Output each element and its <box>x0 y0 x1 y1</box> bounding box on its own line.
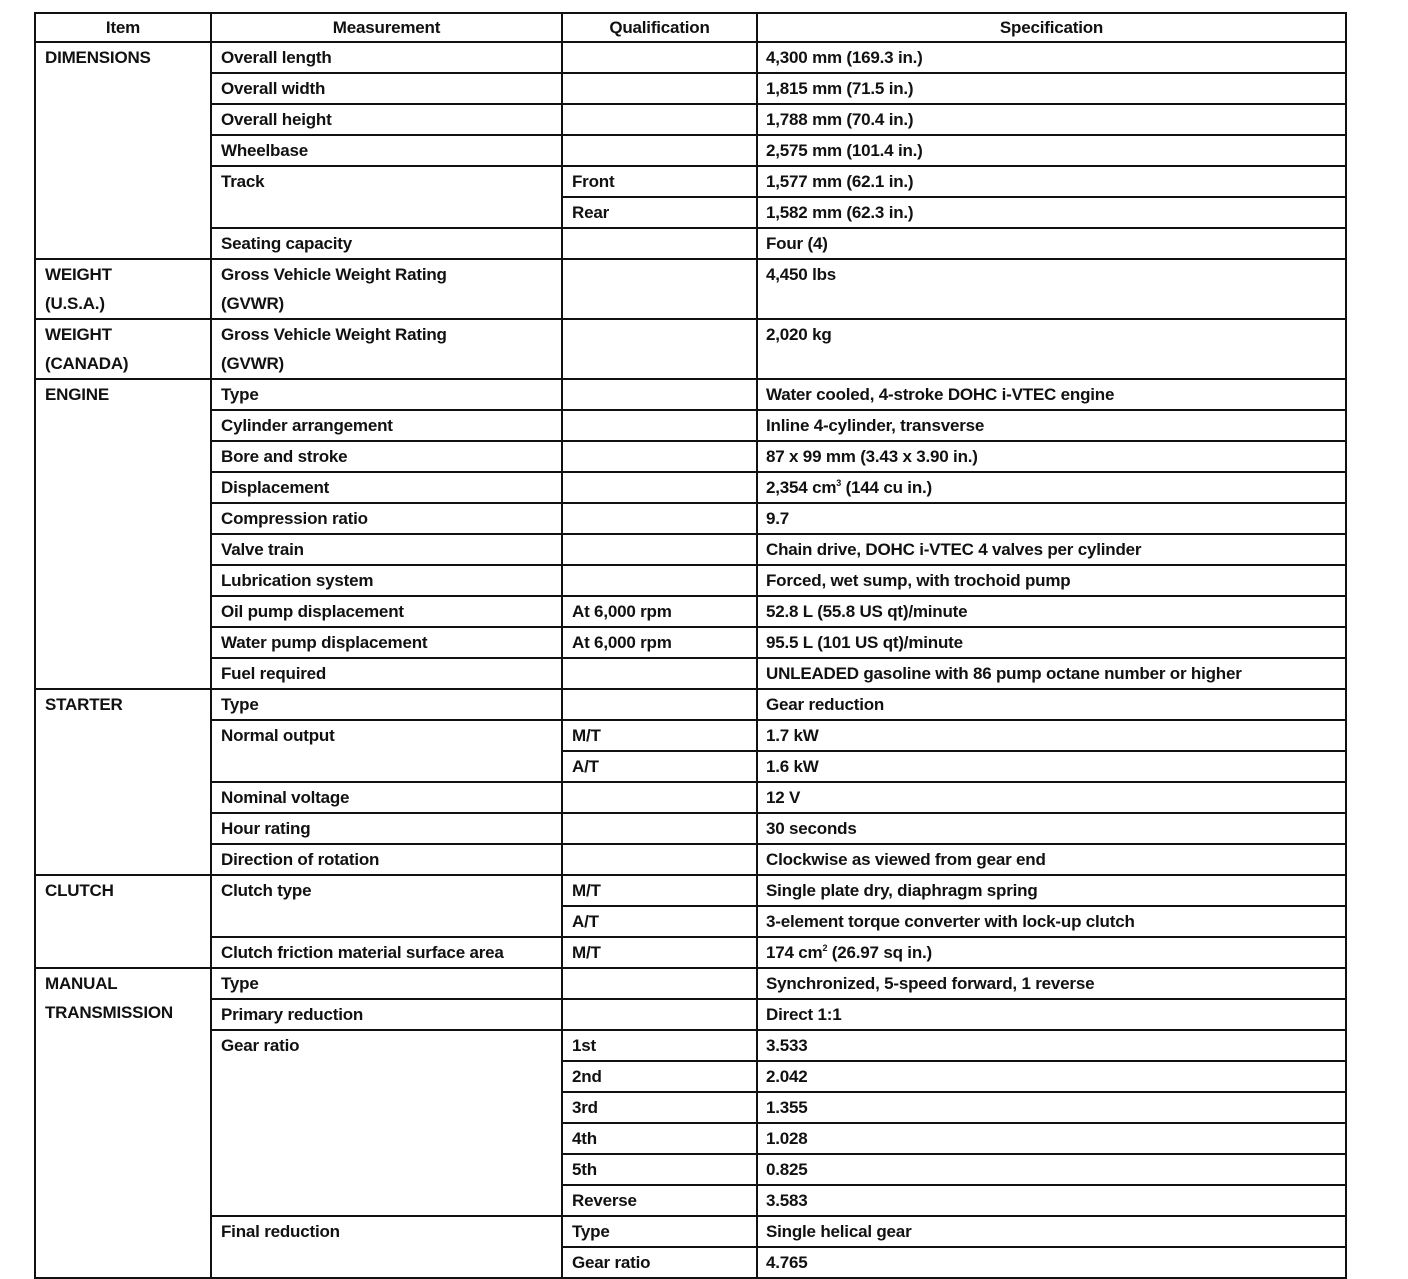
measurement-cell: Track <box>211 166 562 228</box>
specification-cell: Single helical gear <box>757 1216 1346 1247</box>
specification-cell: 9.7 <box>757 503 1346 534</box>
table-row <box>35 228 1346 259</box>
specification-cell: Single plate dry, diaphragm spring <box>757 875 1346 906</box>
measurement-line: (GVWR) <box>221 294 285 313</box>
table-row <box>35 441 1346 472</box>
qualification-cell: Reverse <box>562 1185 757 1216</box>
measurement-cell: Type <box>211 689 562 720</box>
specification-cell: 12 V <box>757 782 1346 813</box>
measurement-cell <box>211 259 562 319</box>
measurement-cell: Overall height <box>211 104 562 135</box>
specification-cell: 1,582 mm (62.3 in.) <box>757 197 1346 228</box>
table-row <box>35 135 1346 166</box>
specification-cell: Direct 1:1 <box>757 999 1346 1030</box>
specification-cell <box>757 937 1346 968</box>
measurement-cell: Normal output <box>211 720 562 782</box>
table-row <box>35 1030 1346 1061</box>
specification-cell: Water cooled, 4-stroke DOHC i-VTEC engine <box>757 379 1346 410</box>
measurement-cell: Cylinder arrangement <box>211 410 562 441</box>
specification-cell: Synchronized, 5-speed forward, 1 reverse <box>757 968 1346 999</box>
table-row <box>35 782 1346 813</box>
specification-cell <box>757 472 1346 503</box>
specification-cell: 1,788 mm (70.4 in.) <box>757 104 1346 135</box>
qualification-cell <box>562 319 757 379</box>
spec-text: (144 cu in.) <box>841 478 932 497</box>
item-line: TRANSMISSION <box>45 1003 173 1022</box>
measurement-cell: Clutch type <box>211 875 562 937</box>
measurement-cell: Overall width <box>211 73 562 104</box>
qualification-cell: Gear ratio <box>562 1247 757 1278</box>
table-row <box>35 379 1346 410</box>
qualification-cell: M/T <box>562 937 757 968</box>
qualification-cell: 1st <box>562 1030 757 1061</box>
measurement-cell: Fuel required <box>211 658 562 689</box>
table-row <box>35 42 1346 73</box>
qualification-cell <box>562 565 757 596</box>
item-dimensions: DIMENSIONS <box>35 42 211 259</box>
qualification-cell <box>562 379 757 410</box>
item-line: (CANADA) <box>45 354 129 373</box>
qualification-cell <box>562 689 757 720</box>
table-row <box>35 503 1346 534</box>
measurement-cell: Seating capacity <box>211 228 562 259</box>
table-row <box>35 844 1346 875</box>
header-item: Item <box>35 13 211 42</box>
measurement-cell: Wheelbase <box>211 135 562 166</box>
specification-cell: Clockwise as viewed from gear end <box>757 844 1346 875</box>
table-row <box>35 73 1346 104</box>
qualification-cell <box>562 968 757 999</box>
table-row <box>35 875 1346 906</box>
qualification-cell: 5th <box>562 1154 757 1185</box>
table-row <box>35 472 1346 503</box>
qualification-cell: Type <box>562 1216 757 1247</box>
table-row <box>35 534 1346 565</box>
specification-cell: 95.5 L (101 US qt)/minute <box>757 627 1346 658</box>
specification-cell: 3-element torque converter with lock-up clutch <box>757 906 1346 937</box>
table-row <box>35 1216 1346 1247</box>
qualification-cell: At 6,000 rpm <box>562 627 757 658</box>
table-row <box>35 259 1346 319</box>
specification-cell: 87 x 99 mm (3.43 x 3.90 in.) <box>757 441 1346 472</box>
measurement-cell: Bore and stroke <box>211 441 562 472</box>
item-clutch: CLUTCH <box>35 875 211 968</box>
qualification-cell: M/T <box>562 720 757 751</box>
specification-cell: 1,815 mm (71.5 in.) <box>757 73 1346 104</box>
item-line: MANUAL <box>45 974 118 993</box>
specification-cell: 4,450 lbs <box>757 259 1346 319</box>
measurement-cell: Clutch friction material surface area <box>211 937 562 968</box>
qualification-cell: A/T <box>562 751 757 782</box>
specification-cell: Four (4) <box>757 228 1346 259</box>
measurement-cell: Hour rating <box>211 813 562 844</box>
spec-text: (26.97 sq in.) <box>827 943 932 962</box>
specifications-table <box>34 12 1347 1279</box>
qualification-cell <box>562 782 757 813</box>
table-row <box>35 596 1346 627</box>
table-row <box>35 319 1346 379</box>
measurement-cell: Overall length <box>211 42 562 73</box>
item-starter: STARTER <box>35 689 211 875</box>
qualification-cell <box>562 534 757 565</box>
table-row <box>35 565 1346 596</box>
qualification-cell <box>562 259 757 319</box>
measurement-cell: Direction of rotation <box>211 844 562 875</box>
qualification-cell <box>562 472 757 503</box>
qualification-cell <box>562 42 757 73</box>
table-row <box>35 937 1346 968</box>
table-row <box>35 813 1346 844</box>
specification-cell: 2,575 mm (101.4 in.) <box>757 135 1346 166</box>
qualification-cell <box>562 410 757 441</box>
specification-cell: 4,300 mm (169.3 in.) <box>757 42 1346 73</box>
specification-cell: 3.583 <box>757 1185 1346 1216</box>
qualification-cell <box>562 441 757 472</box>
specification-cell: 4.765 <box>757 1247 1346 1278</box>
specification-cell: Gear reduction <box>757 689 1346 720</box>
specification-cell: 2,020 kg <box>757 319 1346 379</box>
specification-cell: 1.028 <box>757 1123 1346 1154</box>
specification-cell: 1.6 kW <box>757 751 1346 782</box>
qualification-cell: A/T <box>562 906 757 937</box>
specification-cell: 3.533 <box>757 1030 1346 1061</box>
qualification-cell <box>562 503 757 534</box>
table-row <box>35 689 1346 720</box>
item-line: WEIGHT <box>45 265 112 284</box>
table-row <box>35 968 1346 999</box>
measurement-cell: Oil pump displacement <box>211 596 562 627</box>
measurement-line: Gross Vehicle Weight Rating <box>221 325 447 344</box>
measurement-cell: Compression ratio <box>211 503 562 534</box>
measurement-cell: Valve train <box>211 534 562 565</box>
specification-cell: 1.355 <box>757 1092 1346 1123</box>
measurement-cell: Lubrication system <box>211 565 562 596</box>
table-row <box>35 166 1346 197</box>
table-row <box>35 104 1346 135</box>
item-engine: ENGINE <box>35 379 211 689</box>
specification-cell: 30 seconds <box>757 813 1346 844</box>
item-line: WEIGHT <box>45 325 112 344</box>
qualification-cell <box>562 844 757 875</box>
spec-text: 174 cm <box>766 943 823 962</box>
specification-cell: 2.042 <box>757 1061 1346 1092</box>
table-row <box>35 720 1346 751</box>
qualification-cell: 2nd <box>562 1061 757 1092</box>
specification-cell: 1,577 mm (62.1 in.) <box>757 166 1346 197</box>
qualification-cell: 4th <box>562 1123 757 1154</box>
specification-cell: 0.825 <box>757 1154 1346 1185</box>
header-row <box>35 13 1346 42</box>
qualification-cell <box>562 228 757 259</box>
specification-cell: 52.8 L (55.8 US qt)/minute <box>757 596 1346 627</box>
specification-cell: UNLEADED gasoline with 86 pump octane number or higher <box>757 658 1346 689</box>
measurement-cell: Final reduction <box>211 1216 562 1278</box>
measurement-cell <box>211 319 562 379</box>
spec-text: 2,354 cm <box>766 478 837 497</box>
table-row <box>35 627 1346 658</box>
qualification-cell: M/T <box>562 875 757 906</box>
specification-cell: Inline 4-cylinder, transverse <box>757 410 1346 441</box>
measurement-cell: Nominal voltage <box>211 782 562 813</box>
qualification-cell: At 6,000 rpm <box>562 596 757 627</box>
superscript: 3 <box>836 478 842 488</box>
qualification-cell: Front <box>562 166 757 197</box>
measurement-cell: Type <box>211 379 562 410</box>
measurement-cell: Water pump displacement <box>211 627 562 658</box>
specification-cell: 1.7 kW <box>757 720 1346 751</box>
table-row <box>35 999 1346 1030</box>
superscript: 2 <box>822 943 828 953</box>
specification-cell: Forced, wet sump, with trochoid pump <box>757 565 1346 596</box>
table-row <box>35 410 1346 441</box>
qualification-cell <box>562 135 757 166</box>
specification-cell: Chain drive, DOHC i-VTEC 4 valves per cylinder <box>757 534 1346 565</box>
table-row <box>35 658 1346 689</box>
qualification-cell <box>562 813 757 844</box>
item-manual-transmission <box>35 968 211 1278</box>
measurement-line: (GVWR) <box>221 354 285 373</box>
measurement-cell: Primary reduction <box>211 999 562 1030</box>
measurement-cell: Type <box>211 968 562 999</box>
qualification-cell <box>562 73 757 104</box>
header-specification: Specification <box>757 13 1346 42</box>
header-measurement: Measurement <box>211 13 562 42</box>
qualification-cell <box>562 104 757 135</box>
item-line: (U.S.A.) <box>45 294 105 313</box>
qualification-cell <box>562 658 757 689</box>
qualification-cell <box>562 999 757 1030</box>
measurement-cell: Gear ratio <box>211 1030 562 1216</box>
measurement-line: Gross Vehicle Weight Rating <box>221 265 447 284</box>
measurement-cell: Displacement <box>211 472 562 503</box>
qualification-cell: Rear <box>562 197 757 228</box>
header-qualification: Qualification <box>562 13 757 42</box>
qualification-cell: 3rd <box>562 1092 757 1123</box>
item-weight-usa <box>35 259 211 319</box>
item-weight-canada <box>35 319 211 379</box>
